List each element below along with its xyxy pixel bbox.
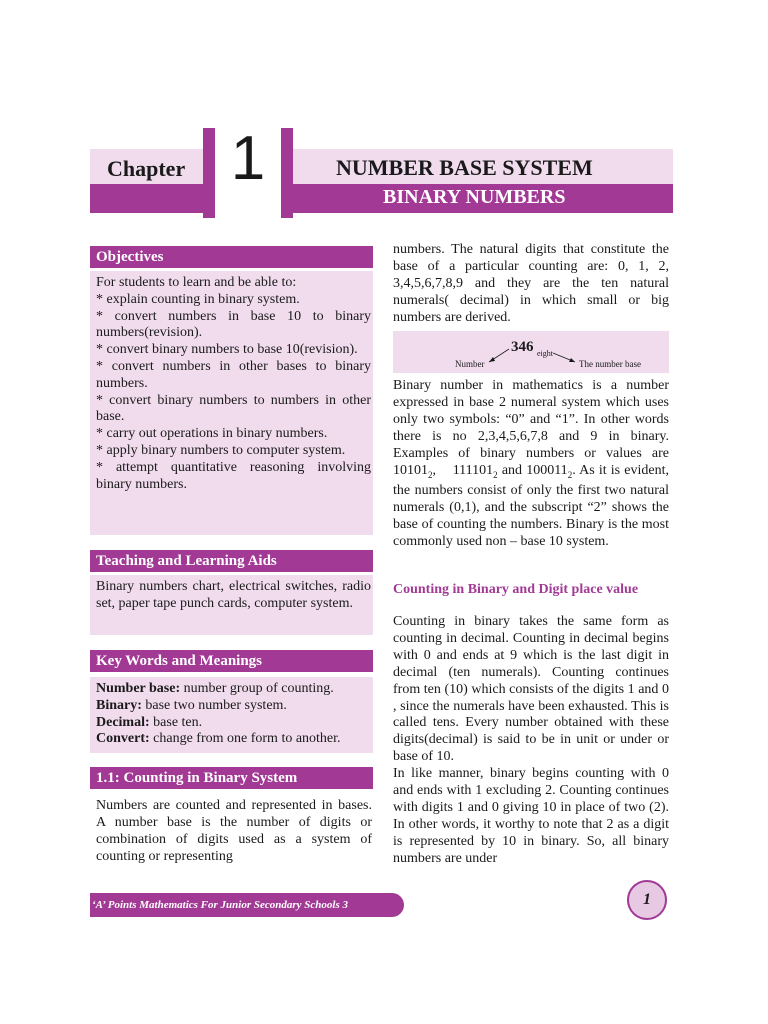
keywords-heading: Key Words and Meanings: [90, 650, 373, 672]
aids-heading: Teaching and Learning Aids: [90, 550, 373, 572]
keyword-term: Binary:: [96, 697, 142, 713]
keyword-meaning: base two number system.: [141, 697, 287, 713]
paragraph-counting-decimal: Counting in binary takes the same form as counting in decimal. Counting in decimal begins with 0 and ends at 9 which is the last digit in decimal (ten numerals). Counting continues from ten (10) which consists of the digits 1 and 0 , since the numerals have been exhausted. This is called tens. Every number obtained with these digits(decimal) is said to be in unit or under or base of 10.: [393, 614, 669, 765]
arrow-head-left: [489, 357, 495, 362]
binary-example-3: 100011: [526, 462, 568, 478]
chapter-box-right-bar: [281, 128, 293, 218]
keywords-body: [90, 677, 373, 753]
paragraph-natural-digits: numbers. The natural digits that constitute the base of a particular counting are: 0, 1, 2, 3,4,5,6,7,8,9 and they are the ten natural numerals( decimal) in which small or big numbers are derived.: [393, 242, 669, 325]
objectives-heading: Objectives: [90, 246, 373, 268]
objective-line: * apply binary numbers to computer system.: [96, 442, 346, 458]
keyword-term: Number base:: [96, 681, 181, 696]
keyword-term: Convert:: [96, 731, 150, 747]
keyword-item: [96, 731, 371, 748]
header-band-dark: [90, 184, 673, 213]
diagram-number: 346: [511, 339, 534, 355]
objective-line: * convert binary numbers to base 10(revision).: [96, 342, 358, 358]
keyword-item: [96, 681, 371, 698]
binary-intro: Binary number in mathematics is a number expressed in base 2 numeral system which uses only two symbols: “0” and “1”. In other words there is no 2,3,4,5,6,7,8 and 9 in binary. Examples of binary numbers or values are: [393, 378, 669, 461]
section-heading: 1.1: Counting in Binary System: [90, 767, 373, 789]
keyword-meaning: number group of counting.: [180, 681, 334, 696]
footer-book-title: ‘A’ Points Mathematics For Junior Secondary Schools 3: [90, 893, 404, 917]
aids-text: Binary numbers chart, electrical switches, radio set, paper tape punch cards, computer system.: [96, 579, 371, 611]
keyword-meaning: base ten.: [149, 714, 203, 730]
diagram-label-base: The number base: [579, 359, 641, 369]
keyword-term: Decimal:: [96, 714, 150, 730]
chapter-number: 1: [230, 124, 266, 193]
chapter-subtitle: BINARY NUMBERS: [383, 186, 566, 208]
paragraph-binary-definition: Binary number in mathematics is a number expressed in base 2 numeral system which uses only two symbols: “0” and “1”. In other words there is no 2,3,4,5,6,7,8 and 9 in binary. Examples of binary numbers or values are $10101_2$, $111101_2$ and $100011_2$. As it is evident, the numbers consist of only the first two natural numerals (0,1), and the subscript “2” shows the base of counting the numbers. Binary is the most commonly used non – base 10 system.: [393, 378, 669, 549]
page-number: 1: [627, 880, 667, 920]
binary-example-1: 10101: [393, 462, 428, 478]
subheading-counting: Counting in Binary and Digit place value: [393, 582, 639, 597]
keyword-item: [96, 698, 371, 715]
objective-line: * convert binary numbers to numbers in other base.: [96, 392, 371, 425]
chapter-label: Chapter: [107, 156, 186, 181]
keyword-meaning: change from one form to another.: [149, 731, 341, 747]
objective-line: * convert numbers in base 10 to binary numbers(revision).: [96, 308, 371, 341]
paragraph-counting-binary: In like manner, binary begins counting with 0 and ends with 1 excluding 2. Counting continues with digits 1 and 0 giving 10 in place of two (2). In other words, it worthy to note that 2 as a digit is represented by 10 in binary. So, all binary numbers are under: [393, 766, 669, 866]
subscript: 2: [493, 469, 498, 480]
keyword-item: [96, 715, 371, 732]
subscript: 2: [567, 469, 573, 480]
objective-line: For students to learn and be able to:: [96, 275, 297, 290]
section-text: Numbers are counted and represented in bases. A number base is the number of digits or combination of digits used as a system of counting or representing: [96, 798, 372, 864]
binary-example-2: 111101: [452, 462, 494, 478]
aids-body: [90, 575, 373, 635]
number-base-diagram: [393, 331, 669, 373]
diagram-label-number: Number: [455, 359, 485, 369]
binary-evidence: As it is evident, the numbers consist of only the first two natural numerals (0,1), and the subscript “2” shows the base of counting the numbers. Binary is the most commonly used non – base 10 system.: [393, 462, 669, 549]
number-base-arrows: [393, 331, 669, 373]
diagram-base-subscript: eight: [537, 349, 553, 358]
chapter-title: NUMBER BASE SYSTEM: [336, 155, 593, 180]
subscript: 2: [428, 469, 433, 480]
objective-line: * attempt quantitative reasoning involving binary numbers.: [96, 459, 371, 492]
objective-line: * carry out operations in binary numbers.: [96, 426, 328, 442]
objective-line: * convert numbers in other bases to binary numbers.: [96, 358, 371, 391]
objectives-body: [90, 271, 373, 535]
chapter-box-left-bar: [203, 128, 215, 218]
objective-line: * explain counting in binary system.: [96, 291, 300, 307]
